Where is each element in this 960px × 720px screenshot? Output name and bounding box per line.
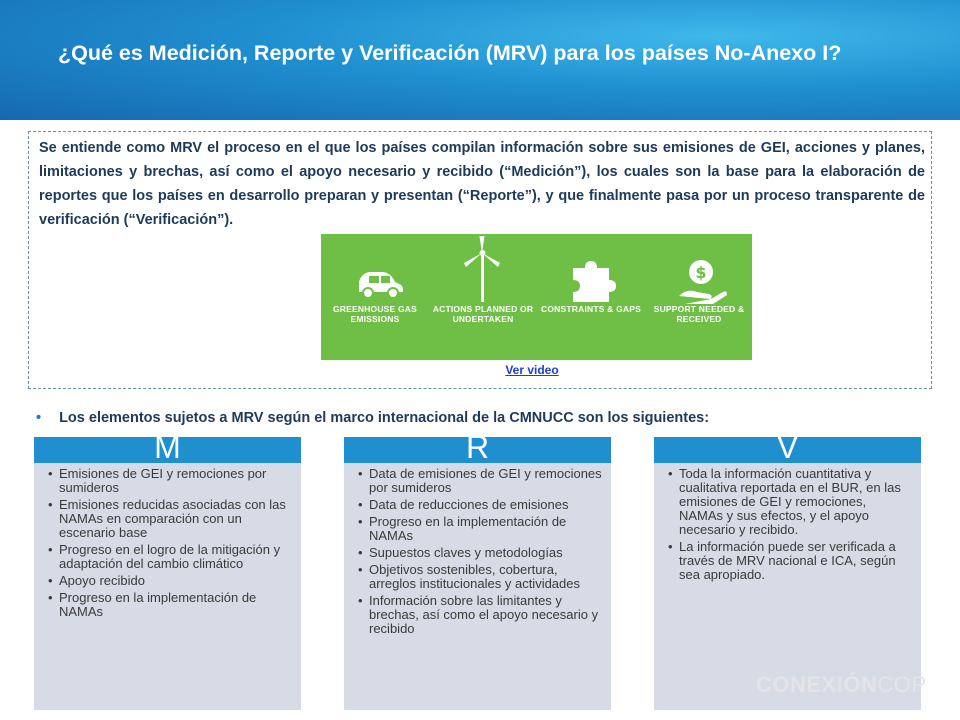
list-item: • Data de reducciones de emisiones	[358, 498, 603, 512]
banner-item-constraints	[537, 234, 645, 360]
conexioncop-logo	[756, 672, 927, 698]
list-item: • Progreso en la implementación de NAMAs	[358, 515, 603, 543]
column-letter: M	[154, 429, 181, 465]
page-title: ¿Qué es Medición, Reporte y Verificación (MRV) para los países No-Anexo I?	[58, 41, 842, 65]
logo-text-light: COP	[877, 672, 927, 697]
list-item: • Emisiones de GEI y remociones por sumideros	[48, 467, 293, 495]
column-list	[358, 467, 603, 639]
banner-item-actions	[429, 234, 537, 360]
list-item: • Supuestos claves y metodologías	[358, 546, 603, 560]
bullet-icon: •	[36, 410, 42, 426]
column-letter: R	[465, 429, 490, 465]
banner-label: GREENHOUSE GAS EMISSIONS	[332, 304, 418, 324]
watch-video-link[interactable]: Ver video	[505, 363, 559, 377]
logo-text-bold: CONEXIÓN	[756, 672, 878, 697]
header-banner	[0, 0, 960, 120]
wind-turbine-icon	[429, 236, 537, 302]
list-item: • Información sobre las limitantes y brechas, así como el apoyo necesario y recibido	[358, 594, 603, 636]
banner-label: CONSTRAINTS & GAPS	[541, 304, 641, 314]
list-item: • Progreso en el logro de la mitigación y adaptación del cambio climático	[48, 543, 293, 571]
banner-label: ACTIONS PLANNED OR UNDERTAKEN	[432, 304, 534, 324]
column-letter: V	[776, 429, 799, 465]
mrv-intro-bullet	[36, 410, 936, 426]
definition-box	[28, 131, 932, 389]
money-hand-icon	[645, 248, 752, 308]
column-header	[34, 429, 301, 465]
car-icon	[321, 248, 429, 308]
list-item: • Data de emisiones de GEI y remociones por sumideros	[358, 467, 603, 495]
list-item: • Apoyo recibido	[48, 574, 293, 588]
column-verification	[654, 429, 921, 710]
svg-text:$: $	[695, 263, 707, 282]
list-item: • Emisiones reducidas asociadas con las NAMAs en comparación con un escenario base	[48, 498, 293, 540]
banner-item-emissions	[321, 234, 429, 360]
column-header	[344, 429, 611, 465]
mrv-elements-banner	[321, 234, 752, 360]
column-header	[654, 429, 921, 465]
banner-label: SUPPORT NEEDED & RECEIVED	[653, 304, 745, 324]
banner-item-support	[645, 234, 752, 360]
list-item: • La información puede ser verificada a través de MRV nacional e ICA, según sea apropiado.	[668, 540, 913, 582]
column-reporting	[344, 429, 611, 710]
puzzle-icon	[537, 248, 645, 308]
column-measurement	[34, 429, 301, 710]
definition-text: Se entiende como MRV el proceso en el que los países compilan información sobre sus emisiones de GEI, acciones y planes, limitaciones y brechas, así como el apoyo necesario y recibido (“Medición”), los cuales son la base para la elaboración de reportes que los países en desarrollo preparan y presentan (“Reporte”), y que finalmente pasa por un proceso transparente de verificación (“Verificación”).	[39, 140, 925, 228]
list-item: • Toda la información cuantitativa y cualitativa reportada en el BUR, en las emisiones de GEI y remociones, NAMAs y sus efectos, y el apoyo necesario y recibido.	[668, 467, 913, 537]
mrv-intro-text: Los elementos sujetos a MRV según el marco internacional de la CMNUCC son los siguientes:	[59, 410, 710, 426]
column-list	[48, 467, 293, 622]
list-item: • Progreso en la implementación de NAMAs	[48, 591, 293, 619]
list-item: • Objetivos sostenibles, cobertura, arreglos institucionales y actividades	[358, 563, 603, 591]
column-list	[668, 467, 913, 585]
